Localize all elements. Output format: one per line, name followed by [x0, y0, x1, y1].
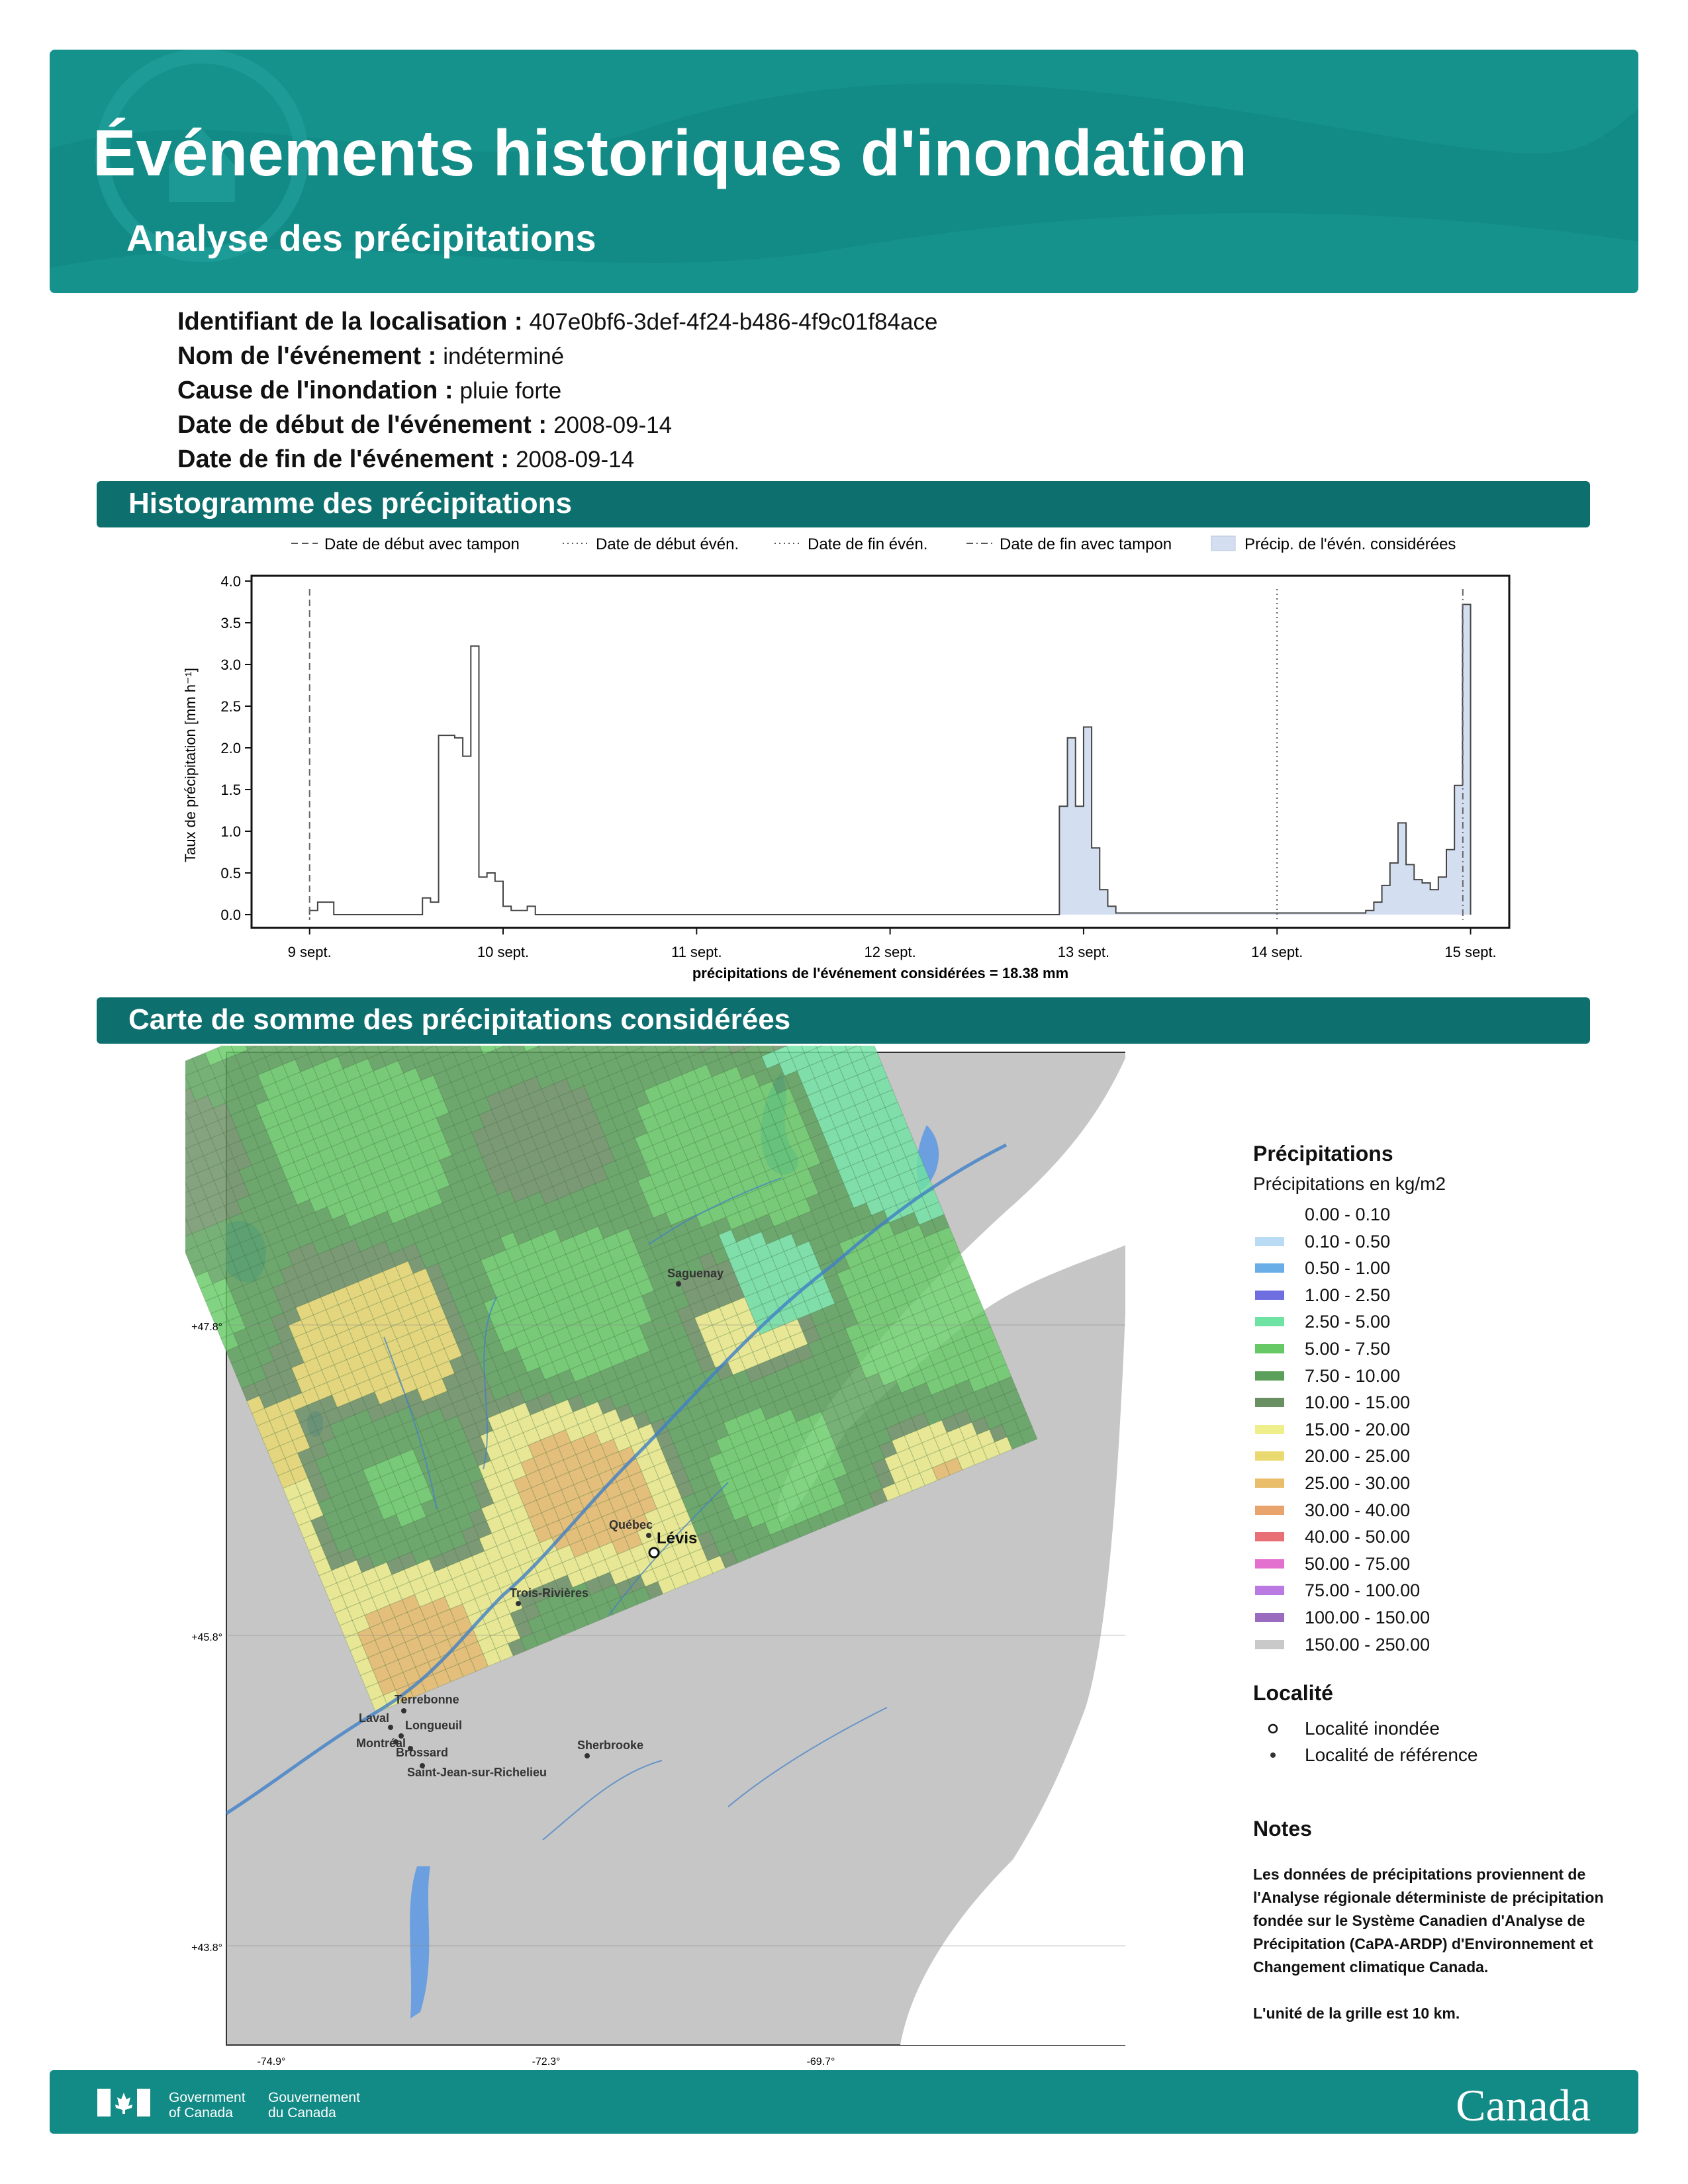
- legend-swatch: [1255, 1479, 1284, 1488]
- city-label-saguenay: Saguenay: [667, 1267, 724, 1280]
- locality-reference-item: [1253, 1742, 1478, 1768]
- y-axis-label: Taux de précipitation [mm h⁻¹]: [182, 667, 199, 863]
- precip-bar: [1107, 906, 1116, 915]
- city-dot-quebec: [646, 1533, 651, 1538]
- legend-item: [1253, 1577, 1624, 1604]
- locality-reference-label: Localité de référence: [1305, 1745, 1478, 1765]
- legend-swatch: [1255, 1344, 1284, 1353]
- plot-frame: [252, 576, 1509, 928]
- dot-icon: [1268, 1750, 1278, 1760]
- legend-swatch: [1255, 1371, 1284, 1381]
- lat-label: +45.8°: [191, 1632, 222, 1643]
- legend-item: [1253, 1336, 1624, 1363]
- event-end-value: 2008-09-14: [516, 447, 635, 473]
- considered-fill: [1059, 604, 1471, 915]
- precip-bar: [1374, 902, 1382, 915]
- legend-swatch: [1255, 1425, 1284, 1434]
- legend-swatch: [1255, 1506, 1284, 1515]
- event-cause-label: Cause de l'inondation :: [177, 377, 453, 404]
- city-label-brossard: Brossard: [396, 1746, 449, 1759]
- gov-en-line1: Government: [169, 2090, 246, 2105]
- locality-legend: [1253, 1681, 1478, 1768]
- lat-label: +47.8°: [191, 1322, 222, 1333]
- legend-swatch: [1255, 1291, 1284, 1300]
- y-tick-label: 4.0: [220, 573, 241, 590]
- legend-range-label: 50.00 - 75.00: [1305, 1553, 1411, 1574]
- gov-fr-line1: Gouvernement: [268, 2090, 360, 2105]
- legend-swatch: [1255, 1317, 1284, 1326]
- legend-title: Précipitations: [1253, 1142, 1393, 1165]
- precip-bar: [1430, 889, 1439, 915]
- legend-range-label: 25.00 - 30.00: [1305, 1473, 1411, 1493]
- event-info: [177, 304, 937, 477]
- legend-range-label: 0.00 - 0.10: [1305, 1205, 1391, 1224]
- legend-item: [966, 535, 1172, 553]
- legend-swatch: [1255, 1640, 1284, 1649]
- event-name-value: indéterminé: [443, 343, 565, 369]
- notes-grid-unit: L'unité de la grille est 10 km.: [1253, 2005, 1460, 2022]
- event-cause-row: [177, 373, 937, 408]
- precip-bar: [1406, 864, 1415, 915]
- legend-item: [1211, 535, 1456, 553]
- legend-range-label: 0.10 - 0.50: [1305, 1231, 1391, 1251]
- precip-bar: [1390, 863, 1399, 915]
- precip-bar: [1059, 806, 1068, 915]
- city-label-saint-jean: Saint-Jean-sur-Richelieu: [407, 1766, 547, 1779]
- city-dot-saguenay: [676, 1281, 681, 1287]
- legend-item: [1253, 1604, 1624, 1631]
- legend-range-label: 40.00 - 50.00: [1305, 1527, 1411, 1547]
- precip-bar: [1446, 850, 1455, 915]
- legend-label: Date de début évén.: [596, 535, 739, 553]
- precip-bar: [1068, 738, 1076, 915]
- notes: [1253, 1817, 1611, 2025]
- city-label-montreal: Montréal: [356, 1737, 406, 1750]
- precip-legend: [1253, 1142, 1624, 1658]
- precip-bar: [1422, 883, 1430, 915]
- event-id-row: [177, 304, 937, 339]
- city-label-quebec: Québec: [609, 1518, 653, 1531]
- legend-item: [1253, 1228, 1624, 1255]
- canada-flag-icon: [97, 2089, 150, 2116]
- legend-range-label: 7.50 - 10.00: [1305, 1365, 1401, 1386]
- y-tick-label: 3.0: [220, 657, 241, 673]
- precip-bar: [1084, 727, 1092, 915]
- event-id-label: Identifiant de la localisation :: [177, 308, 523, 336]
- legend-swatch: [1255, 1613, 1284, 1622]
- x-tick-label: 11 sept.: [671, 944, 722, 960]
- lon-label: -69.7°: [806, 2056, 835, 2068]
- locality-title: Localité: [1253, 1681, 1333, 1705]
- legend-range-label: 30.00 - 40.00: [1305, 1500, 1411, 1520]
- legend-label: Date de fin avec tampon: [1000, 535, 1172, 553]
- precip-bar: [1454, 786, 1463, 915]
- locality-flooded-item: [1253, 1715, 1478, 1742]
- precip-bar: [1092, 848, 1100, 915]
- legend-item: [563, 535, 739, 553]
- y-tick-label: 0.5: [220, 865, 241, 882]
- x-tick-label: 10 sept.: [477, 944, 530, 960]
- event-cause-value: pluie forte: [459, 378, 562, 404]
- city-dot-trois-rivieres: [516, 1601, 521, 1606]
- legend-item: [1253, 1551, 1624, 1578]
- lon-label: -74.9°: [257, 2056, 286, 2068]
- gov-en: [169, 2090, 246, 2120]
- precip-bar: [1100, 889, 1108, 915]
- event-start-value: 2008-09-14: [553, 412, 673, 438]
- footer: [50, 2070, 1638, 2134]
- legend-swatch: [1255, 1237, 1284, 1246]
- precip-bar: [1414, 880, 1423, 915]
- legend-range-label: 2.50 - 5.00: [1305, 1312, 1391, 1332]
- legend-subtitle: Précipitations en kg/m2: [1253, 1173, 1446, 1194]
- legend-item: [1253, 1308, 1624, 1336]
- legend-range-label: 5.00 - 7.50: [1305, 1338, 1391, 1359]
- legend-swatch: [1211, 536, 1235, 551]
- legend-item: [1253, 1631, 1624, 1659]
- event-start-label: Date de début de l'événement :: [177, 411, 547, 439]
- city-dot-laval: [388, 1725, 393, 1730]
- event-start-row: [177, 408, 937, 442]
- page-title: Événements historiques d'inondation: [93, 116, 1247, 189]
- canada-wordmark: Canada: [1456, 2080, 1591, 2130]
- flooded-locality-marker: [649, 1548, 659, 1557]
- hollow-circle-icon: [1268, 1723, 1278, 1734]
- legend-swatch: [1255, 1210, 1284, 1219]
- legend-item: [774, 535, 927, 553]
- y-tick-label: 2.0: [220, 740, 241, 756]
- page-subtitle: Analyse des précipitations: [126, 217, 596, 259]
- city-dot-sherbrooke: [585, 1753, 590, 1758]
- precip-bar: [1076, 806, 1084, 915]
- x-axis-label: précipitations de l'événement considérées = 18.38 mm: [692, 965, 1069, 981]
- notes-text: Les données de précipitations proviennent de l'Analyse régionale déterministe de précipitation fondée sur le Système Canadien d'Analyse de Précipitation (CaPA-ARDP) d'Environnement et Changement climatique Canada.: [1253, 1866, 1604, 1976]
- legend-item: [1253, 1201, 1624, 1228]
- y-tick-label: 1.0: [220, 823, 241, 840]
- city-dot-terrebonne: [401, 1708, 406, 1713]
- precip-histogram: [0, 523, 1688, 1052]
- city-label-sherbrooke: Sherbrooke: [577, 1739, 644, 1752]
- legend-swatch: [1255, 1451, 1284, 1461]
- x-tick-label: 15 sept.: [1444, 944, 1497, 960]
- legend-swatch: [1255, 1398, 1284, 1407]
- gov-fr: [268, 2090, 360, 2120]
- legend-swatch: [1255, 1263, 1284, 1273]
- legend-label: Précip. de l'évén. considérées: [1244, 535, 1456, 553]
- legend-item: [1253, 1255, 1624, 1282]
- x-tick-label: 12 sept.: [864, 944, 916, 960]
- lat-label: +43.8°: [191, 1942, 222, 1954]
- legend-range-label: 100.00 - 150.00: [1305, 1607, 1430, 1627]
- city-label-terrebonne: Terrebonne: [395, 1693, 459, 1706]
- legend-label: Date de fin évén.: [808, 535, 928, 553]
- notes-title: Notes: [1253, 1817, 1312, 1841]
- event-name-label: Nom de l'événement :: [177, 342, 437, 370]
- legend-item: [1253, 1497, 1624, 1524]
- x-tick-label: 13 sept.: [1057, 944, 1110, 960]
- legend-range-label: 1.00 - 2.50: [1305, 1285, 1391, 1305]
- legend-range-label: 15.00 - 20.00: [1305, 1419, 1411, 1439]
- legend-swatch: [1255, 1586, 1284, 1595]
- gov-en-line2: of Canada: [169, 2105, 233, 2120]
- header-banner: [50, 50, 1638, 293]
- precip-bar: [1398, 823, 1407, 915]
- legend-item: [1253, 1282, 1624, 1309]
- locality-flooded-label: Localité inondée: [1305, 1718, 1440, 1739]
- legend-item: [1253, 1389, 1624, 1416]
- legend-range-label: 20.00 - 25.00: [1305, 1446, 1411, 1467]
- y-tick-label: 1.5: [220, 782, 241, 798]
- precip-bar: [1382, 886, 1391, 915]
- precip-step-line: [310, 604, 1471, 915]
- y-tick-label: 3.5: [220, 615, 241, 631]
- legend-range-label: 75.00 - 100.00: [1305, 1580, 1421, 1601]
- legend-swatch: [1255, 1532, 1284, 1541]
- x-tick-label: 14 sept.: [1251, 944, 1303, 960]
- city-label-levis: Lévis: [657, 1529, 698, 1547]
- x-tick-label: 9 sept.: [287, 944, 332, 960]
- legend-item: [1253, 1470, 1624, 1497]
- city-label-longueuil: Longueuil: [405, 1719, 462, 1732]
- section-histogram: Histogramme des précipitations: [97, 481, 1590, 527]
- precip-bar: [1462, 604, 1471, 915]
- event-end-label: Date de fin de l'événement :: [177, 445, 510, 473]
- y-tick-label: 0.0: [220, 907, 241, 923]
- legend-item: [291, 535, 520, 553]
- lon-label: -72.3°: [532, 2056, 561, 2068]
- y-tick-label: 2.5: [220, 698, 241, 715]
- precip-bar: [1438, 877, 1447, 915]
- legend-item: [1253, 1524, 1624, 1551]
- city-label-laval: Laval: [359, 1711, 390, 1725]
- event-id-value: 407e0bf6-3def-4f24-b486-4f9c01f84ace: [529, 309, 938, 335]
- legend-item: [1253, 1363, 1624, 1390]
- precip-map: [185, 1046, 1125, 2105]
- legend-item: [1253, 1416, 1624, 1443]
- gov-fr-line2: du Canada: [268, 2105, 336, 2120]
- legend-label: Date de début avec tampon: [324, 535, 520, 553]
- city-label-trois-rivieres: Trois-Rivières: [510, 1586, 589, 1600]
- legend-swatch: [1255, 1559, 1284, 1569]
- event-name-row: [177, 339, 937, 373]
- legend-range-label: 10.00 - 15.00: [1305, 1392, 1411, 1413]
- legend-range-label: 0.50 - 1.00: [1305, 1258, 1391, 1279]
- legend-range-label: 150.00 - 250.00: [1305, 1634, 1430, 1655]
- event-end-row: [177, 442, 937, 477]
- legend-item: [1253, 1443, 1624, 1470]
- section-map: Carte de somme des précipitations considérées: [97, 997, 1590, 1044]
